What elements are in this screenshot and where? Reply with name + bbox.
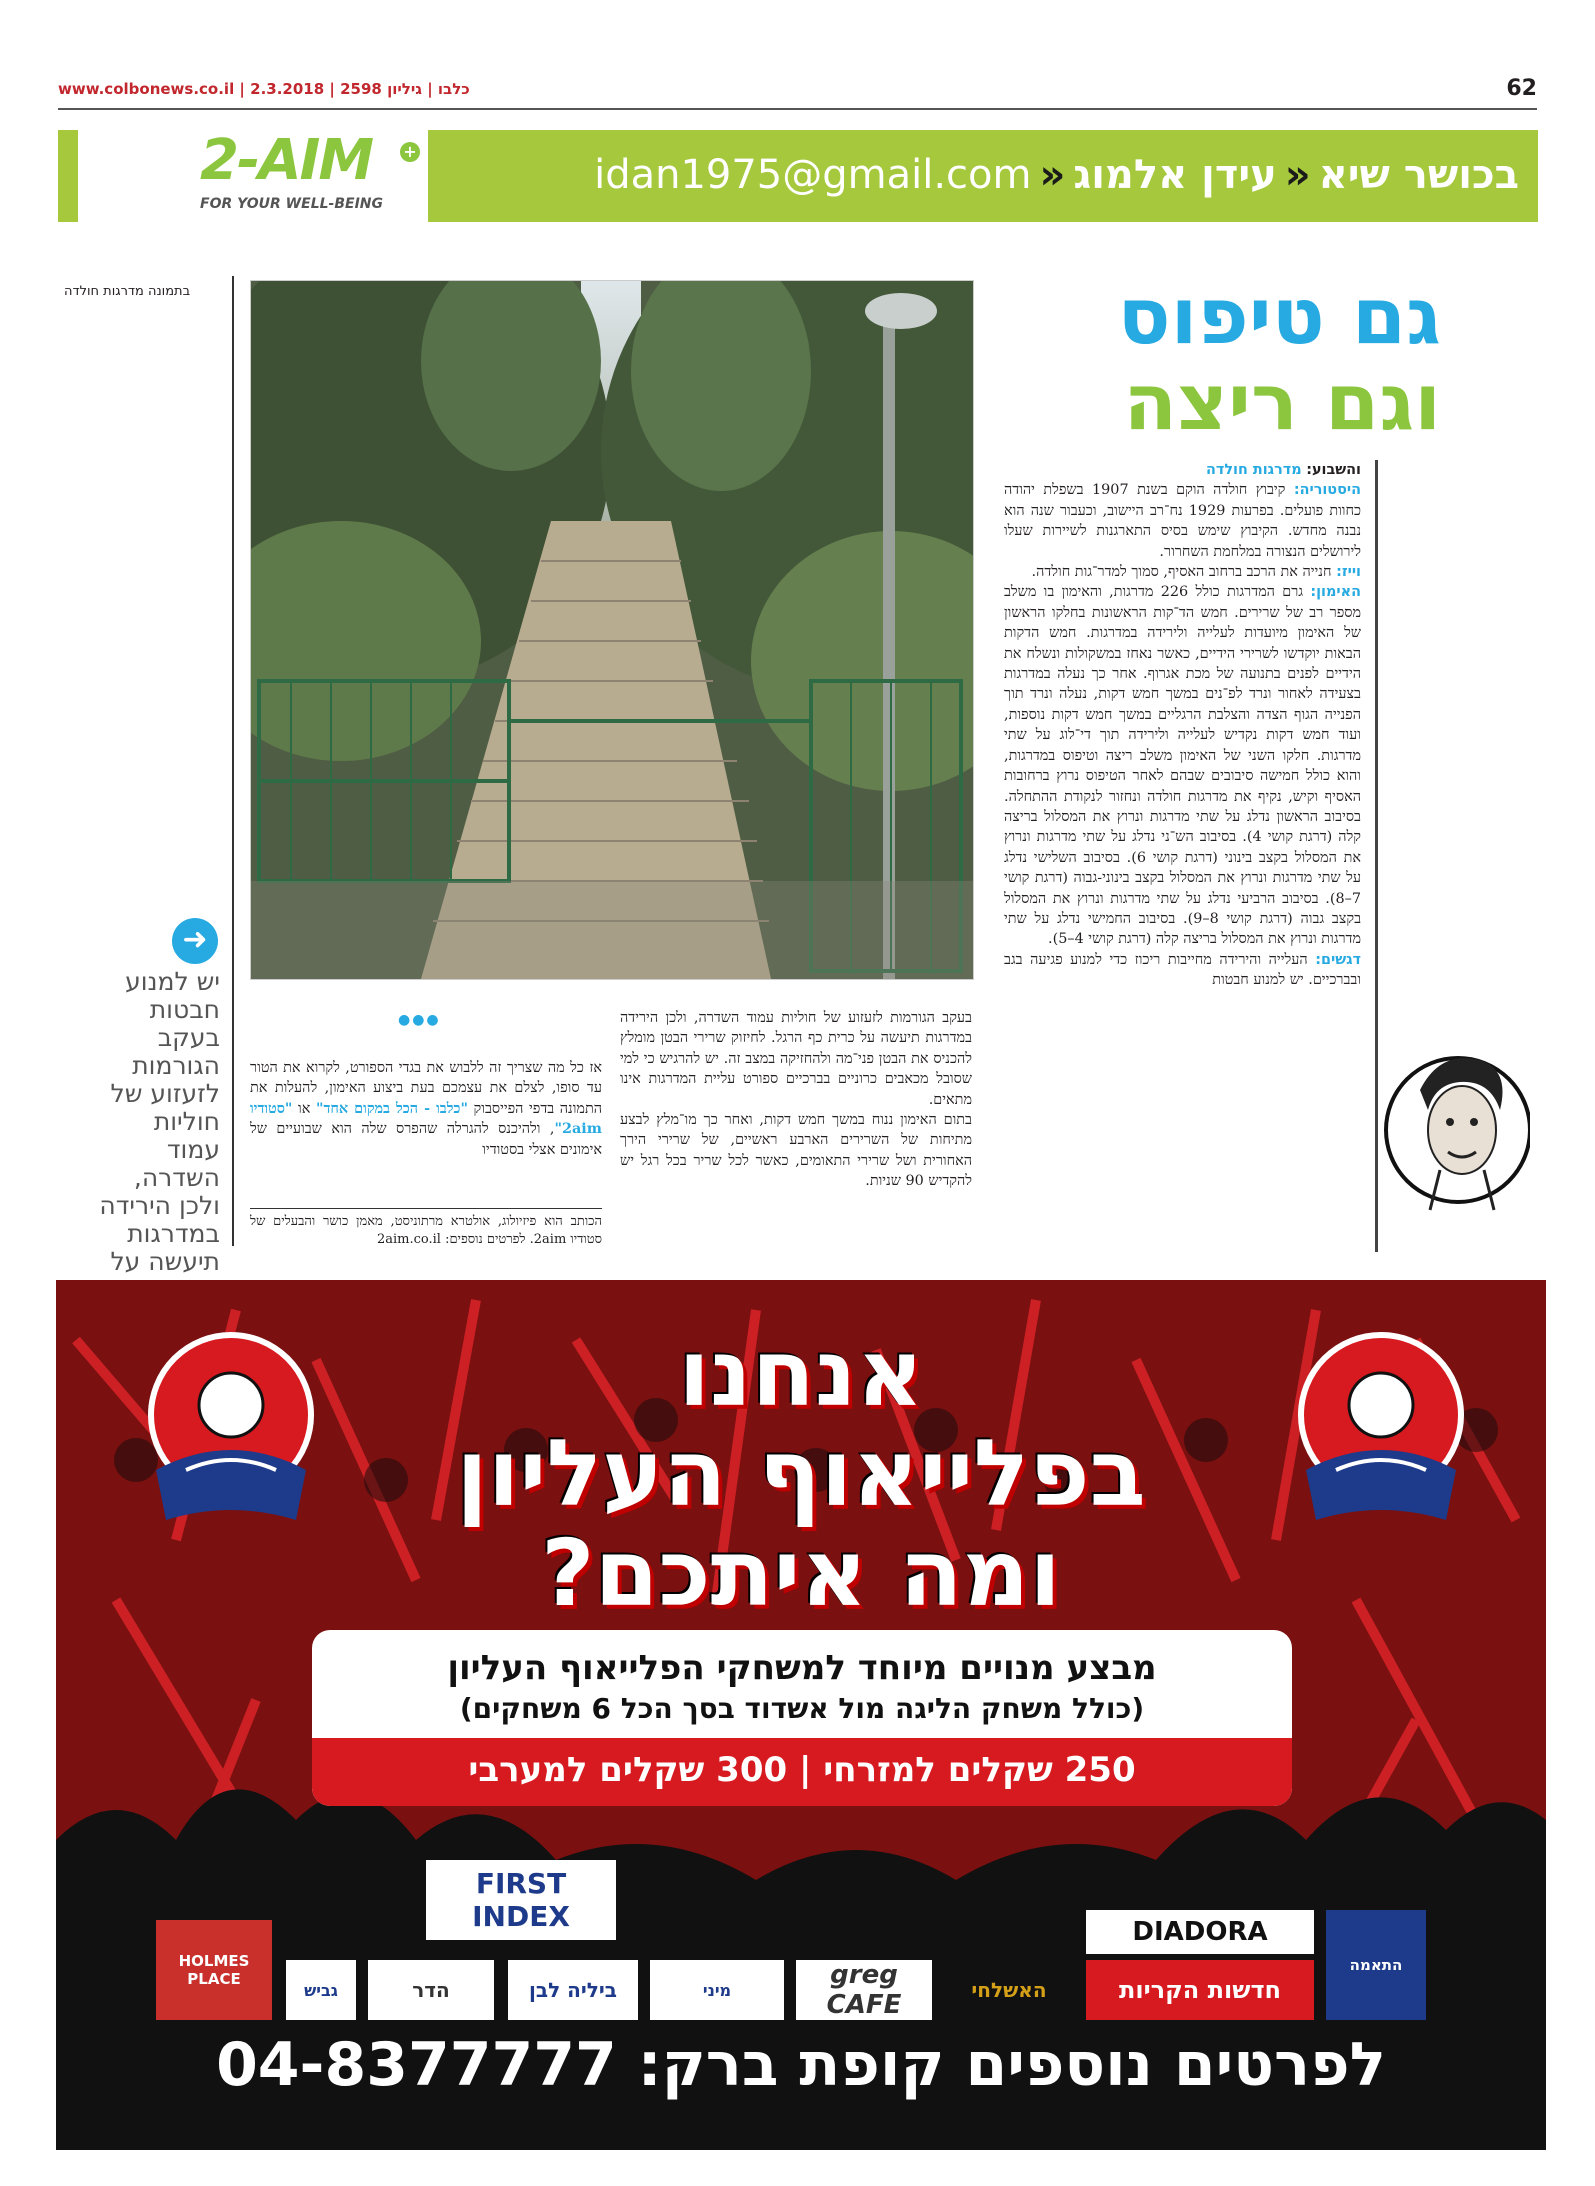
article-body-main bbox=[1004, 460, 1361, 991]
history-label: היסטוריה: bbox=[1293, 482, 1361, 499]
sponsor-hadar: הדר bbox=[368, 1960, 494, 2020]
ad-title-line3: ומה איתכם? bbox=[541, 1520, 1061, 1627]
sponsor-hatama: התאמה bbox=[1326, 1910, 1426, 2020]
facebook-link-colbo[interactable]: "כלבו - הכל במקום אחד" bbox=[315, 1099, 468, 1117]
sponsor-bili-lavan: ביליה לבן bbox=[508, 1960, 638, 2020]
sponsor-logos bbox=[156, 1860, 1446, 2030]
workout-label: האימון: bbox=[1310, 584, 1361, 601]
left-text-end: , ולהיכנס להגרלה שהפרס שלה הוא שבועיים של אימונים אצלי בסטודיו bbox=[250, 1121, 602, 1158]
banner-title bbox=[594, 152, 1519, 198]
offer-box bbox=[312, 1630, 1292, 1806]
column-rule bbox=[232, 276, 234, 1246]
this-week-value: מדרגות חולדה bbox=[1205, 462, 1302, 478]
history-text: קיבוץ חולדה הוקם בשנת 1907 בשפלת יהודה כחוות פועלים. בפרעות 1929 נח־רב היישוב, וכעבור שנה הוא נבנה מחדש. הקיבוץ שימש בסיס התארגנות לשיירות שעלו לירושלים הנצורה במלחמת השחרור. bbox=[1004, 482, 1362, 560]
waze-label: וייז: bbox=[1336, 564, 1361, 581]
author-name: עידן אלמוג bbox=[1073, 152, 1277, 198]
emphasis-label: דגשים: bbox=[1315, 951, 1362, 968]
emphasis-text: העלייה והירידה מחייבות ריכוז כדי למנוע פגיעה בגב ובברכיים. יש למנוע חבטות bbox=[1004, 951, 1361, 989]
chevron-left-icon: « bbox=[1284, 152, 1311, 198]
workout-text: גרם המדרגות כולל 226 מדרגות, והאימון בו משלב מספר רב של שרירים. חמש הד־קות הראשונות בחלקו הראשון של האימון מיועדות לעלייה ולירידה במדרגות. חמש הדקות הבאות יוקדשו לשרירי הידיים, כאשר נאחז במשקולות ונשלח את הידיים לפנים בתנועה של מכת אגרוף. אחר כך נעלה במדרגות בצעידה לאחור ונרד לפ־נים במשך חמש דקות, נעלה ונרד תוך הפנייה הגוף הצדה והצלבת הרגליים במשך חמש דקות נוספות, ועוד חמש דקות נקדיש לעלייה ולירידה תוך די־לוג על שתי מדרגות. חלקו השני של האימון משלב ריצה וטיפוס במדרגות, והוא כולל חמישה סיבובים שבהם לאחר הטיפוס נרוץ ברחובות האסיף וקיש, נקיף את מדרגות חולדה ונחזור לנקודת ההתחלה. בסיבוב הראשון נדלג על שתי מדרגות ונרוץ את המסלול בריצה קלה (דרגת קושי 4). בסיבוב הש־ני נדלג על שתי מדרגות ונרוץ את המסלול בקצב בינוני (דרגת קושי 6). בסיבוב השלישי נדלג על שתי מדרגות ונרוץ את המסלול בקצב בינוני-גבוה (דרגת קושי 7–8). בסיבוב הרביעי נדלג על שתי מדרגות ונרוץ את המסלול בקצב גבוה (דרגת קושי 8–9). בסיבוב החמישי נדלג על שתי מדרגות ונרוץ את המסלול בריצה קלה (דרגת קושי 4–5). bbox=[1004, 584, 1361, 948]
ad-title-line2: בפלייאוף העליון bbox=[456, 1420, 1146, 1527]
article-title-line2: וגם ריצה bbox=[1123, 358, 1441, 448]
hapoel-haifa-ad[interactable] bbox=[56, 1280, 1546, 2150]
ad-title-line1: אנחנו bbox=[678, 1320, 924, 1427]
mid-text-1: בעקב הגורמות לזעזוע של חוליות עמוד השדרה, ולכן הירידה במדרגות תיעשה על כרית כף הרגל. לחיזוק שרירי הבטן מומלץ להכניס את הבטן פני־מה ולהחזיקה במצב זה. יש להרגיש כי למי שסובל מכאבים כרוניים בברכיים ספורט עליית המדרגות אינו מתאים. bbox=[620, 1010, 972, 1108]
stairs-photo-image bbox=[251, 281, 973, 979]
section-name: בכושר שיא bbox=[1318, 152, 1519, 198]
sponsor-greg: greg CAFE bbox=[796, 1960, 932, 2020]
2aim-logo: 2-AIM bbox=[200, 128, 373, 193]
pull-quote: יש למנוע חבטות בעקב הגורמות לזעזוע של חוליות עמוד השדרה, ולכן הירידה במדרגות תיעשה על bbox=[99, 967, 220, 1276]
column-rule-right bbox=[1375, 460, 1378, 1252]
sponsor-hadashot: חדשות הקריות bbox=[1086, 1960, 1314, 2020]
sponsor-holmes-place: HOLMES PLACE bbox=[156, 1920, 272, 2020]
arrow-right-icon: ➜ bbox=[172, 918, 218, 964]
offer-price: 250 שקלים למזרחי | 300 שקלים למערבי bbox=[468, 1750, 1136, 1790]
sponsor-mini: מיני bbox=[650, 1960, 784, 2020]
stairs-photo bbox=[250, 280, 974, 980]
header-rule bbox=[58, 108, 1537, 110]
facebook-link-2aim[interactable]: "סטודיו 2aim" bbox=[250, 1099, 602, 1138]
photo-caption: בתמונה מדרגות חולדה bbox=[64, 284, 191, 299]
author-footnote: הכותב הוא פיזיולוג, אולטרא מרתוניסט, מאמן כושר והבעלים של סטודיו 2aim. לפרטים נוספים: 2aim.co.il bbox=[250, 1208, 602, 1249]
chevron-left-icon: « bbox=[1039, 152, 1066, 198]
site-header-info: www.colbonews.co.il | כלבו | גיליון 2598 | 2.3.2018 bbox=[58, 80, 470, 98]
ad-contact[interactable]: לפרטים נוספים קופת ברק: 04-8377777 bbox=[216, 2030, 1386, 2100]
article-title-line1: גם טיפוס bbox=[1117, 272, 1441, 362]
plus-icon: + bbox=[400, 142, 420, 162]
page-number: 62 bbox=[1506, 76, 1537, 101]
sponsor-diadora: DIADORA bbox=[1086, 1910, 1314, 1954]
banner-tab bbox=[58, 130, 78, 222]
offer-line2: (כולל משחק הליגה מול אשדוד בסך הכל 6 משחקים) bbox=[459, 1692, 1145, 1725]
article-body-left bbox=[250, 1058, 602, 1160]
article-body-middle bbox=[620, 1008, 972, 1192]
offer-line1: מבצע מנויים מיוחד למשחקי הפלייאוף העליון bbox=[447, 1648, 1157, 1688]
section-dots: ●●● bbox=[398, 1012, 441, 1028]
this-week-label: והשבוע: bbox=[1306, 462, 1361, 478]
waze-text: חנייה את הרכב ברחוב האסיף, סמוך למדר־גות חולדה. bbox=[1031, 564, 1332, 581]
logo-tagline: FOR YOUR WELL-BEING bbox=[200, 196, 383, 212]
mid-text-2: בתום האימון ננוח במשך חמש דקות, ואחר כך מו־מלץ לבצע מתיחות של השרירים הארבע ראשיים, של שרירי הירך האחורית ושל שרירי התאומים, כאשר לכל שריר בכל רגל יש להקדיש 90 שניות. bbox=[620, 1112, 972, 1190]
sponsor-hashlachi: האשלחי bbox=[944, 1960, 1074, 2020]
sponsor-first-index: FIRST INDEX bbox=[426, 1860, 616, 1940]
left-text: אז כל מה שצריך זה ללבוש את בגדי הספורט, לקרוא את הטור עד סופו, לצלם את עצמכם בעת ביצוע האימון, להעלות את התמונה בדפי הפייסבוק bbox=[250, 1060, 603, 1117]
author-email[interactable]: idan1975@gmail.com bbox=[594, 152, 1032, 198]
or-text: או bbox=[292, 1100, 316, 1117]
author-caricature bbox=[1380, 1020, 1530, 1240]
sponsor-gabish: גביש bbox=[286, 1960, 356, 2020]
